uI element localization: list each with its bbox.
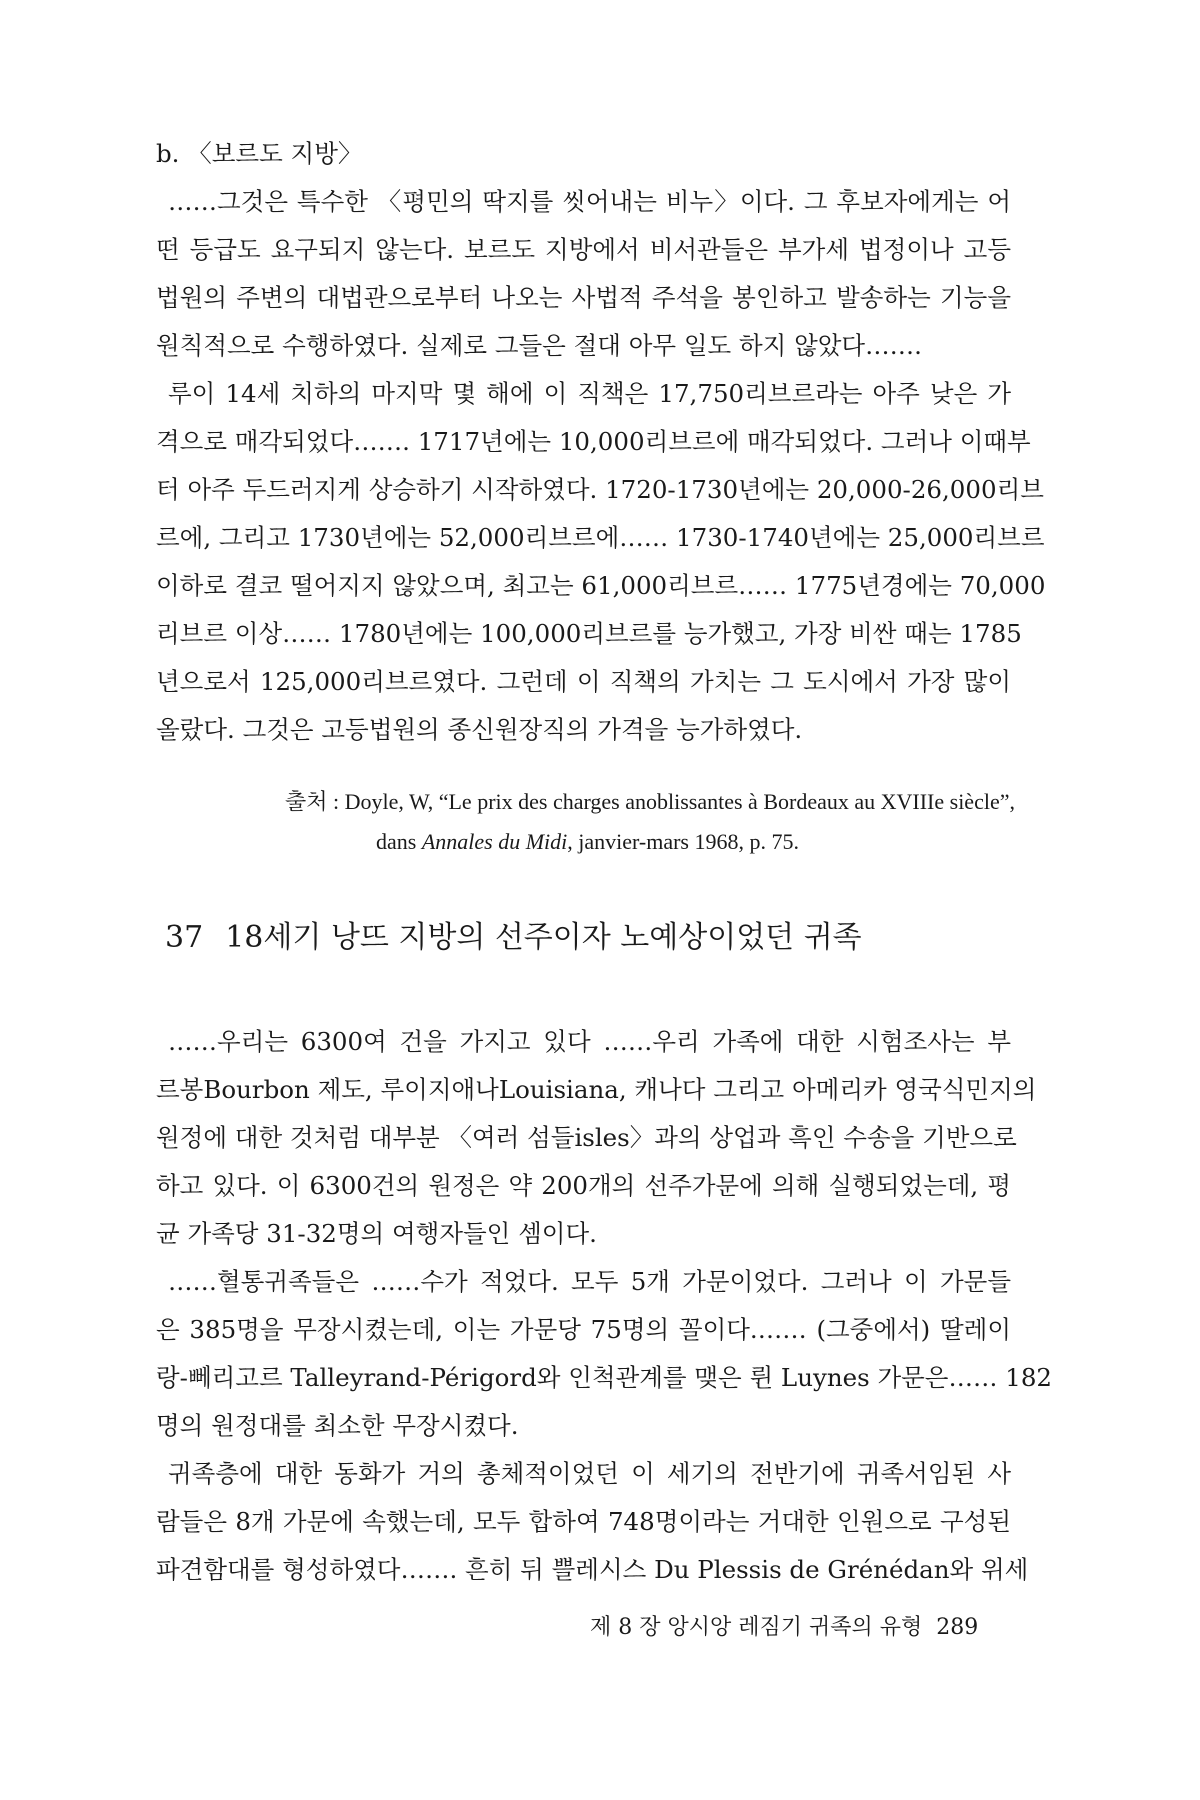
source-suffix: , janvier-mars 1968, p. 75. — [567, 829, 799, 854]
source-journal: Annales du Midi — [421, 829, 568, 854]
s37-p2-line-4: 명의 원정대를 최소한 무장시켰다. — [156, 1411, 519, 1440]
section-b-p2-line-1: 루이 14세 치하의 마지막 몇 해에 이 직책은 17,750리브르라는 아주 낮은 가 — [168, 379, 1011, 408]
s37-p3-line-1: 귀족층에 대한 동화가 거의 총체적이었던 이 세기의 전반기에 귀족서임된 사 — [168, 1459, 1011, 1488]
source-prefix: dans — [376, 829, 422, 854]
s37-p2-line-2: 은 385명을 무장시켰는데, 이는 가문당 75명의 꼴이다.…… (그중에서) 딸레이 — [156, 1315, 1011, 1344]
section-title: 18세기 낭뜨 지방의 선주이자 노예상이었던 귀족 — [225, 920, 862, 955]
section-b-title: b. 〈보르도 지방〉 — [156, 139, 363, 168]
section-b-p2-line-5: 이하로 결코 떨어지지 않았으며, 최고는 61,000리브르…… 1775년경에는 70,000 — [156, 571, 1046, 600]
page-number: 289 — [936, 1615, 979, 1640]
section-b-p2-line-3: 터 아주 두드러지게 상승하기 시작하였다. 1720-1730년에는 20,000-26,000리브 — [156, 475, 1044, 504]
s37-p2-line-1: ……혈통귀족들은 ……수가 적었다. 모두 5개 가문이었다. 그러나 이 가문들 — [168, 1267, 1011, 1296]
section-b-line-3: 법원의 주변의 대법관으로부터 나오는 사법적 주석을 봉인하고 발송하는 기능을 — [156, 283, 1011, 312]
s37-p3-line-2: 람들은 8개 가문에 속했는데, 모두 합하여 748명이라는 거대한 인원으로 구성된 — [156, 1507, 1011, 1536]
section-b-p2-line-2: 격으로 매각되었다……. 1717년에는 10,000리브르에 매각되었다. 그러나 이때부 — [156, 427, 1031, 456]
section-b-line-1: ……그것은 특수한 〈평민의 딱지를 씻어내는 비누〉이다. 그 후보자에게는 어 — [168, 187, 1011, 216]
section-b-p2-line-4: 르에, 그리고 1730년에는 52,000리브르에…… 1730-1740년에는 25,000리브르 — [156, 523, 1045, 552]
section-b-p2-line-8: 올랐다. 그것은 고등법원의 종신원장직의 가격을 능가하였다. — [156, 715, 803, 744]
s37-p1-line-5: 균 가족당 31-32명의 여행자들인 셈이다. — [156, 1219, 597, 1248]
section-number: 37 — [165, 920, 204, 955]
s37-p2-line-3: 랑-뻬리고르 Talleyrand-Périgord와 인척관계를 맺은 륀 Luynes 가문은…… 182 — [156, 1363, 1053, 1392]
page-footer — [590, 1610, 978, 1646]
source-line-1: 출처 : Doyle, W, “Le prix des charges anoblissantes à Bordeaux au XVIIIe siècle”, — [285, 789, 1015, 814]
s37-p3-line-3: 파견함대를 형성하였다……. 흔히 뒤 쁠레시스 Du Plessis de Grénédan와 위세 — [156, 1555, 1029, 1584]
section-b-p2-line-6: 리브르 이상…… 1780년에는 100,000리브르를 능가했고, 가장 비싼 때는 1785 — [156, 619, 1022, 648]
s37-p1-line-4: 하고 있다. 이 6300건의 원정은 약 200개의 선주가문에 의해 실행되었는데, 평 — [156, 1171, 1011, 1200]
s37-p1-line-3: 원정에 대한 것처럼 대부분 〈여러 섬들isles〉과의 상업과 흑인 수송을 기반으로 — [156, 1123, 1017, 1152]
source-line-2 — [376, 822, 799, 862]
s37-p1-line-1: ……우리는 6300여 건을 가지고 있다 ……우리 가족에 대한 시험조사는 부 — [168, 1027, 1011, 1056]
chapter-title: 제 8 장 앙시앙 레짐기 귀족의 유형 — [590, 1615, 923, 1640]
s37-p1-line-2: 르봉Bourbon 제도, 루이지애나Louisiana, 캐나다 그리고 아메리카 영국식민지의 — [156, 1075, 1037, 1104]
section-b — [156, 130, 1046, 754]
section-b-p2-line-7: 년으로서 125,000리브르였다. 그런데 이 직책의 가치는 그 도시에서 가장 많이 — [156, 667, 1011, 696]
section-b-line-4: 원칙적으로 수행하였다. 실제로 그들은 절대 아무 일도 하지 않았다……. — [156, 331, 922, 360]
section-b-line-2: 떤 등급도 요구되지 않는다. 보르도 지방에서 비서관들은 부가세 법정이나 고등 — [156, 235, 1011, 264]
section-37-heading — [165, 916, 862, 960]
section-37-body — [156, 1018, 1053, 1594]
